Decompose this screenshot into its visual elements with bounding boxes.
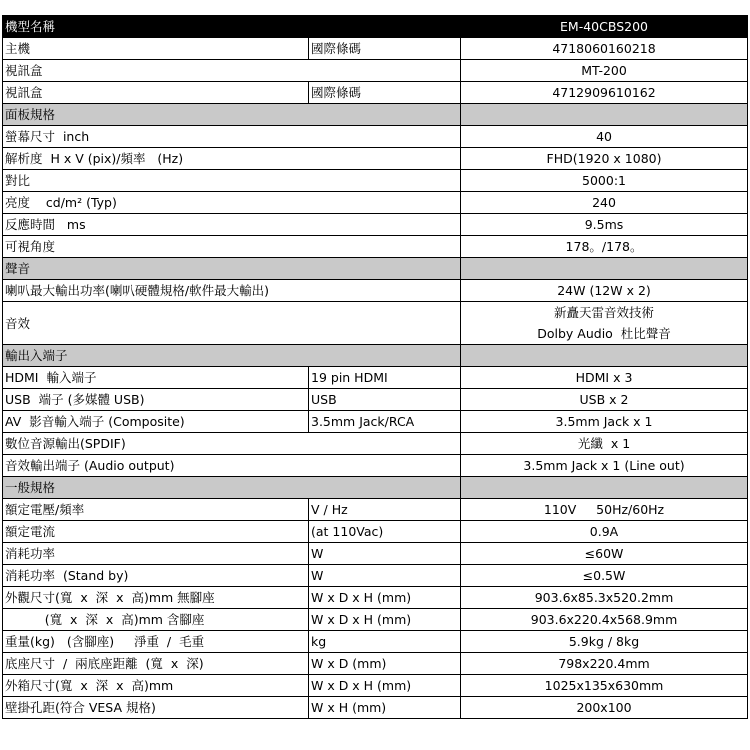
spec-unit: W x H (mm) (309, 697, 461, 719)
spec-label: 亮度 cd/m² (Typ) (3, 192, 461, 214)
spec-row (3, 609, 748, 631)
spec-label: 解析度 H x V (pix)/頻率 (Hz) (3, 148, 461, 170)
spec-row (3, 367, 748, 389)
spec-label: (寬 x 深 x 高)mm 含腳座 (3, 609, 309, 631)
spec-row (3, 543, 748, 565)
spec-value: 40 (461, 126, 748, 148)
spec-row (3, 455, 748, 477)
spec-label: 螢幕尺寸 inch (3, 126, 461, 148)
spec-unit: kg (309, 631, 461, 653)
spec-row (3, 280, 748, 302)
section-spacer (461, 477, 748, 499)
spec-unit: (at 110Vac) (309, 521, 461, 543)
section-title: 輸出入端子 (3, 345, 461, 367)
spec-label: 音效 (3, 302, 461, 345)
spec-value: 4718060160218 (461, 38, 748, 60)
spec-unit: W x D x H (mm) (309, 675, 461, 697)
spec-row (3, 631, 748, 653)
spec-row (3, 38, 748, 60)
spec-value: HDMI x 3 (461, 367, 748, 389)
spec-value: 3.5mm Jack x 1 (Line out) (461, 455, 748, 477)
spec-row (3, 302, 748, 345)
spec-label: 外箱尺寸(寬 x 深 x 高)mm (3, 675, 309, 697)
section-header-row (3, 477, 748, 499)
spec-row (3, 126, 748, 148)
spec-value: USB x 2 (461, 389, 748, 411)
section-spacer (461, 258, 748, 280)
spec-label: 主機 (3, 38, 309, 60)
spec-label: 底座尺寸 / 兩底座距離 (寬 x 深) (3, 653, 309, 675)
spec-row (3, 565, 748, 587)
spec-label: 可視角度 (3, 236, 461, 258)
spec-table (2, 15, 748, 719)
spec-row (3, 653, 748, 675)
spec-unit: W (309, 565, 461, 587)
spec-value-line: Dolby Audio 杜比聲音 (537, 326, 671, 341)
spec-row (3, 192, 748, 214)
section-title: 聲音 (3, 258, 461, 280)
spec-value: 5.9kg / 8kg (461, 631, 748, 653)
spec-value: 1025x135x630mm (461, 675, 748, 697)
spec-row (3, 389, 748, 411)
section-spacer (461, 104, 748, 126)
spec-value: 240 (461, 192, 748, 214)
spec-label: 對比 (3, 170, 461, 192)
spec-value: 110V 50Hz/60Hz (461, 499, 748, 521)
spec-row (3, 433, 748, 455)
spec-value (461, 302, 748, 345)
section-title: 一般規格 (3, 477, 461, 499)
spec-value: 200x100 (461, 697, 748, 719)
section-header-row (3, 104, 748, 126)
spec-value: MT-200 (461, 60, 748, 82)
spec-row (3, 214, 748, 236)
spec-value: 5000:1 (461, 170, 748, 192)
spec-label: 反應時間 ms (3, 214, 461, 236)
spec-value: 903.6x85.3x520.2mm (461, 587, 748, 609)
spec-label: 額定電壓/頻率 (3, 499, 309, 521)
spec-value: 9.5ms (461, 214, 748, 236)
spec-unit: W (309, 543, 461, 565)
spec-unit: 3.5mm Jack/RCA (309, 411, 461, 433)
spec-label: 壁掛孔距(符合 VESA 規格) (3, 697, 309, 719)
spec-row (3, 675, 748, 697)
spec-label: 數位音源輸出(SPDIF) (3, 433, 461, 455)
spec-value: 798x220.4mm (461, 653, 748, 675)
spec-row (3, 499, 748, 521)
spec-label: AV 影音輸入端子 (Composite) (3, 411, 309, 433)
spec-label: 消耗功率 (Stand by) (3, 565, 309, 587)
model-name-label: 機型名稱 (3, 16, 461, 38)
spec-label: USB 端子 (多媒體 USB) (3, 389, 309, 411)
spec-value: FHD(1920 x 1080) (461, 148, 748, 170)
model-name-value: EM-40CBS200 (461, 16, 748, 38)
spec-unit: W x D x H (mm) (309, 609, 461, 631)
spec-unit: W x D (mm) (309, 653, 461, 675)
spec-table-body (3, 16, 748, 719)
spec-value: 903.6x220.4x568.9mm (461, 609, 748, 631)
section-spacer (461, 345, 748, 367)
spec-row (3, 521, 748, 543)
spec-value: ≤0.5W (461, 565, 748, 587)
spec-label: 喇叭最大輸出功率(喇叭硬體規格/軟件最大輸出) (3, 280, 461, 302)
spec-value: 24W (12W x 2) (461, 280, 748, 302)
spec-label: 額定電流 (3, 521, 309, 543)
spec-label: 外觀尺寸(寬 x 深 x 高)mm 無腳座 (3, 587, 309, 609)
spec-unit: USB (309, 389, 461, 411)
spec-row (3, 236, 748, 258)
spec-row (3, 148, 748, 170)
spec-unit: 國際條碼 (309, 38, 461, 60)
section-header-row (3, 258, 748, 280)
spec-row (3, 697, 748, 719)
spec-row (3, 587, 748, 609)
spec-value: 4712909610162 (461, 82, 748, 104)
spec-unit: 國際條碼 (309, 82, 461, 104)
spec-unit: W x D x H (mm) (309, 587, 461, 609)
spec-label: 消耗功率 (3, 543, 309, 565)
spec-label: 視訊盒 (3, 82, 309, 104)
spec-value: 光纖 x 1 (461, 433, 748, 455)
spec-unit: V / Hz (309, 499, 461, 521)
spec-value: ≤60W (461, 543, 748, 565)
spec-value-line: 新矗天雷音效技術 (554, 305, 655, 320)
section-title: 面板規格 (3, 104, 461, 126)
spec-label: 重量(kg) (含腳座) 淨重 / 毛重 (3, 631, 309, 653)
spec-label: HDMI 輸入端子 (3, 367, 309, 389)
spec-row (3, 60, 748, 82)
spec-label: 視訊盒 (3, 60, 461, 82)
spec-row (3, 411, 748, 433)
spec-row (3, 170, 748, 192)
section-header-row (3, 345, 748, 367)
spec-value: 3.5mm Jack x 1 (461, 411, 748, 433)
spec-value: 178。/178。 (461, 236, 748, 258)
spec-row (3, 82, 748, 104)
spec-label: 音效輸出端子 (Audio output) (3, 455, 461, 477)
spec-value: 0.9A (461, 521, 748, 543)
spec-unit: 19 pin HDMI (309, 367, 461, 389)
model-title-row (3, 16, 748, 38)
